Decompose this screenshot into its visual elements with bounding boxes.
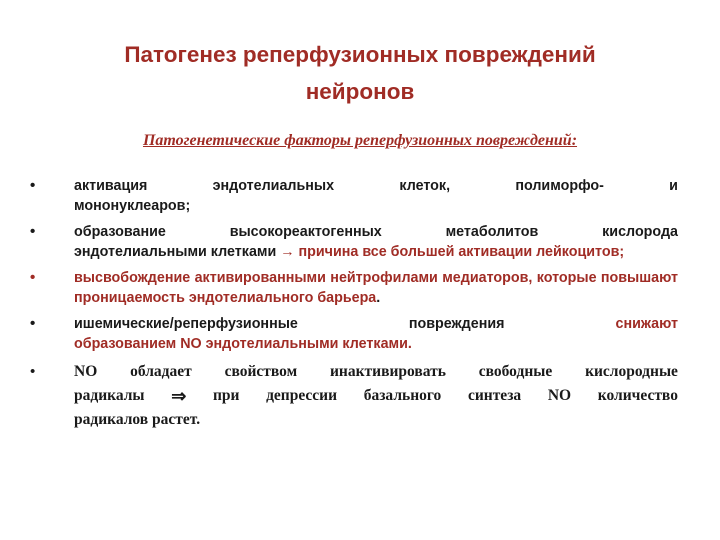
bullet: • [30, 223, 36, 240]
bullet: • [30, 177, 36, 194]
list-item-4 [30, 314, 678, 354]
item-1-line-1: активация эндотелиальных клеток, полиморфо- и [74, 178, 678, 194]
item-5-line-2: радикалы ⇒ при депрессии базального синтеза NO количество [74, 386, 678, 406]
list-item-5 [30, 360, 678, 432]
list-item-3 [30, 268, 678, 308]
bullet: • [30, 364, 36, 380]
bullet: • [30, 315, 36, 332]
list-item-1 [30, 176, 678, 216]
arrow-right-icon: → [280, 244, 295, 260]
item-5-line-1: NO обладает свойством инактивировать свободные кислородные [74, 363, 678, 380]
factor-list [30, 176, 678, 438]
bullet: • [30, 269, 36, 286]
item-4-line-2: образованием NO эндотелиальными клетками. [74, 336, 412, 352]
slide-subtitle: Патогенетические факторы реперфузионных повреждений: [142, 132, 578, 149]
item-1-line-2: мононуклеаров; [74, 198, 191, 214]
list-item-2 [30, 222, 678, 262]
item-3-text: высвобождение активированными нейтрофилами медиаторов, которые повышают проницаемость эндотелиального барьера. [74, 270, 678, 306]
item-2-line-1: образование высокореактогенных метаболитов кислорода [74, 224, 678, 240]
double-arrow-right-icon: ⇒ [171, 386, 187, 406]
item-2-continuation: эндотелиальными клетками → причина все большей активации лейкоцитов; [74, 244, 625, 260]
item-4-line-1: ишемические/реперфузионные повреждения снижают [74, 316, 678, 332]
title-line-2: нейронов [305, 79, 415, 104]
slide-title [60, 36, 660, 110]
title-line-1: Патогенез реперфузионных повреждений [124, 42, 596, 67]
item-5-line-3: радикалов растет. [74, 411, 201, 428]
